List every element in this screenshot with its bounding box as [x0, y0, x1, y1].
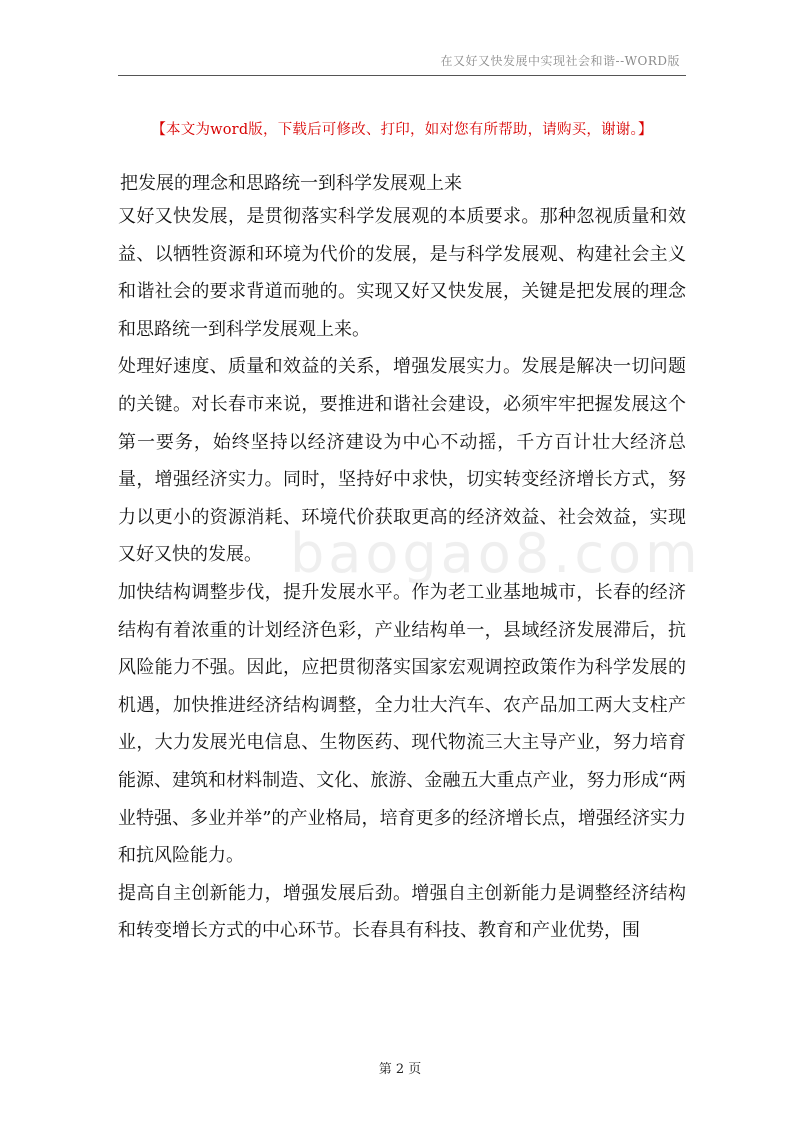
paragraph-3: 加快结构调整步伐，提升发展水平。作为老工业基地城市，长春的经济结构有着浓重的计划经济色彩，产业结构单一，县域经济发展滞后，抗风险能力不强。因此，应把贯彻落实国家宏观调控政策作为科学发展的机遇，加快推进经济结构调整，全力壮大汽车、农产品加工两大支柱产业，大力发展光电信息、生物医药、现代物流三大主导产业，努力培育能源、建筑和材料制造、文化、旅游、金融五大重点产业，努力形成“两业特强、多业并举”的产业格局，培育更多的经济增长点，增强经济实力和抗风险能力。 — [118, 581, 686, 867]
download-notice: 【本文为word版，下载后可修改、打印，如对您有所帮助，请购买，谢谢。】 — [151, 122, 653, 138]
watermark: baogao8.com — [290, 522, 702, 585]
paragraph-1: 又好又快发展，是贯彻落实科学发展观的本质要求。那种忽视质量和效益、以牺牲资源和环境为代价的发展，是与科学发展观、构建社会主义和谐社会的要求背道而驰的。实现又好又快发展，关键是把发展的理念和思路统一到科学发展观上来。 — [118, 206, 686, 340]
paragraph-2: 处理好速度、质量和效益的关系，增强发展实力。发展是解决一切问题的关键。对长春市来说，要推进和谐社会建设，必须牢牢把握发展这个第一要务，始终坚持以经济建设为中心不动摇，千方百计壮大经济总量，增强经济实力。同时，坚持好中求快，切实转变经济增长方式，努力以更小的资源消耗、环境代价获取更高的经济效益、社会效益，实现又好又快的发展。 — [118, 356, 686, 566]
page-number: 第 2 页 — [378, 1062, 422, 1077]
running-header: 在又好又快发展中实现社会和谐--WORD版 — [440, 54, 680, 68]
paragraph-4: 提高自主创新能力，增强发展后劲。增强自主创新能力是调整经济结构和转变增长方式的中心环节。长春具有科技、教育和产业优势，围 — [118, 882, 686, 942]
header-divider — [118, 75, 686, 76]
section-title: 把发展的理念和思路统一到科学发展观上来 — [120, 173, 462, 194]
